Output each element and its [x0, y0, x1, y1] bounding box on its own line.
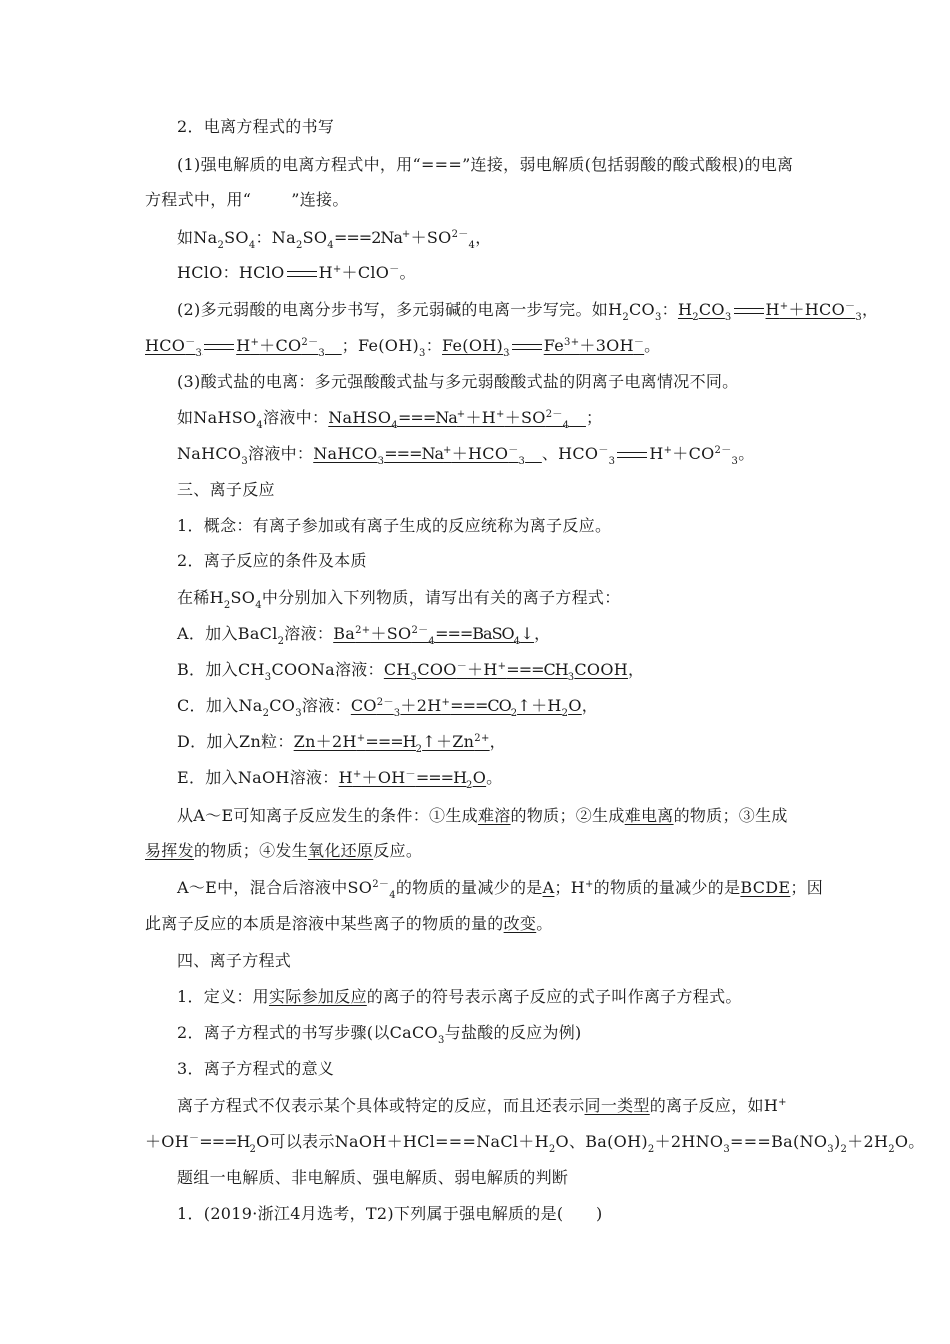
option-d: D．加入Zn粒：$Zn+2H^+===H_2↑+Zn^{2+}$，	[177, 732, 506, 755]
equation-line: $HCO^-_3$ $H^++CO^{2-}_3\_\_$；$Fe(OH)_3$：$Fe(OH)_3$ $Fe^{3+}+3OH^-$。	[145, 336, 661, 359]
paragraph: (1)强电解质的电离方程式中，用“===”连接，弱电解质(包括弱酸的酸式酸根)的电离	[177, 155, 794, 174]
paragraph: 1．定义：用实际参加反应的离子的符号表示离子反应的式子叫作离子方程式。	[177, 987, 742, 1006]
paragraph: $+OH^-===H_2O$可以表示$NaOH+HCl===NaCl+H_2O$、$Ba(OH)_2+2HNO_3===Ba(NO_3)_2+2H_2O$。	[145, 1132, 925, 1155]
answer-underline: $NaHCO_3===Na^++HCO^-_3\_\_$	[313, 444, 542, 467]
answer-underline: $Fe(OH)_3$ $Fe^{3+}+3OH^-$	[442, 336, 645, 359]
reversible-arrow-icon	[510, 342, 544, 352]
option-b: B．加入$CH_3COONa$溶液：$CH_3COO^-+H^+===CH_3COOH$，	[177, 660, 645, 683]
section-heading: 四、离子方程式	[177, 951, 292, 970]
equation-line: 如NaHSO$_4$溶液中：$NaHSO_4===Na^++H^++SO^{2-}_4\_\_$；	[177, 408, 603, 431]
answer-underline: $HCO^-_3$ $H^++CO^{2-}_3\_\_$	[145, 336, 342, 359]
option-c: C．加入$Na_2CO_3$溶液：$CO^{2-}_3+2H^+===CO_2↑+H_2O$，	[177, 696, 599, 719]
answer-underline: $NaHSO_4===Na^++H^++SO^{2-}_4\_\_$	[328, 408, 586, 431]
reversible-arrow-icon	[285, 269, 319, 279]
paragraph: 此离子反应的本质是溶液中某些离子的物质的量的改变。	[145, 914, 553, 933]
section-heading: 三、离子反应	[177, 480, 275, 499]
paragraph: (3)酸式盐的电离：多元强酸酸式盐与多元弱酸酸式盐的阴离子电离情况不同。	[177, 372, 739, 391]
answer-underline: $CO^{2-}_3+2H^+===CO_2↑+H_2O$	[350, 696, 582, 719]
question: 1．(2019·浙江4月选考，T2)下列属于强电解质的是( )	[177, 1204, 603, 1223]
paragraph: 从A～E可知离子反应发生的条件：①生成难溶的物质；②生成难电离的物质；③生成	[177, 806, 788, 825]
paragraph: 1．概念：有离子参加或有离子生成的反应统称为离子反应。	[177, 516, 612, 535]
option-e: E．加入NaOH溶液：$H^++OH^-===H_2O$。	[177, 768, 503, 791]
reversible-arrow-icon	[202, 342, 236, 352]
topic-heading: 题组一电解质、非电解质、强电解质、弱电解质的判断	[177, 1168, 569, 1187]
answer-underline: $Zn+2H^+===H_2↑+Zn^{2+}$	[293, 732, 490, 755]
paragraph: (2)多元弱酸的电离分步书写，多元弱碱的电离一步写完。如$H_2CO_3$：$H_2CO_3$ $H^++HCO^-_3$，	[177, 300, 879, 323]
paragraph: 易挥发的物质；④发生氧化还原反应。	[145, 841, 423, 860]
paragraph: 在稀$H_2SO_4$中分别加入下列物质，请写出有关的离子方程式：	[177, 588, 621, 611]
paragraph: 方程式中，用“ ”连接。	[145, 190, 349, 209]
paragraph: 离子方程式不仅表示某个具体或特定的反应，而且还表示同一类型的离子反应，如H+	[177, 1096, 787, 1115]
paragraph: 2．离子方程式的书写步骤(以CaCO$_3$与盐酸的反应为例)	[177, 1023, 582, 1046]
reversible-arrow-icon	[732, 306, 766, 316]
equation-line: HClO：HClO H+＋ClO－。	[177, 263, 416, 282]
subheading: 3．离子方程式的意义	[177, 1059, 335, 1078]
equation-line: 如$Na_2SO_4$：$Na_2SO_4===2Na^++SO^{2-}_4$，	[177, 228, 492, 251]
answer-underline: $CH_3COO^-+H^+===CH_3COOH$	[383, 660, 629, 683]
subheading: 2．离子反应的条件及本质	[177, 551, 367, 570]
paragraph: A～E中，混合后溶液中$SO^{2-}_4$的物质的量减少的是A；H+的物质的量减少的是BCDE；因	[177, 878, 823, 901]
answer-underline: $H_2CO_3$ $H^++HCO^-_3$	[677, 300, 862, 323]
answer-underline: $H^++OH^-===H_2O$	[338, 768, 487, 791]
answer-underline: $Ba^{2+}+SO^{2-}_4===BaSO_4↓$	[333, 624, 535, 647]
equation-line: NaHCO$_3$溶液中：$NaHCO_3===Na^++HCO^-_3\_\_$、$HCO^-_3$ $H^++CO^{2-}_3$。	[177, 444, 755, 467]
section-heading: 2．电离方程式的书写	[177, 117, 335, 136]
option-a: A．加入BaCl$_2$溶液：$Ba^{2+}+SO^{2-}_4===BaSO_4↓$，	[177, 624, 551, 647]
reversible-arrow-icon	[615, 450, 649, 460]
